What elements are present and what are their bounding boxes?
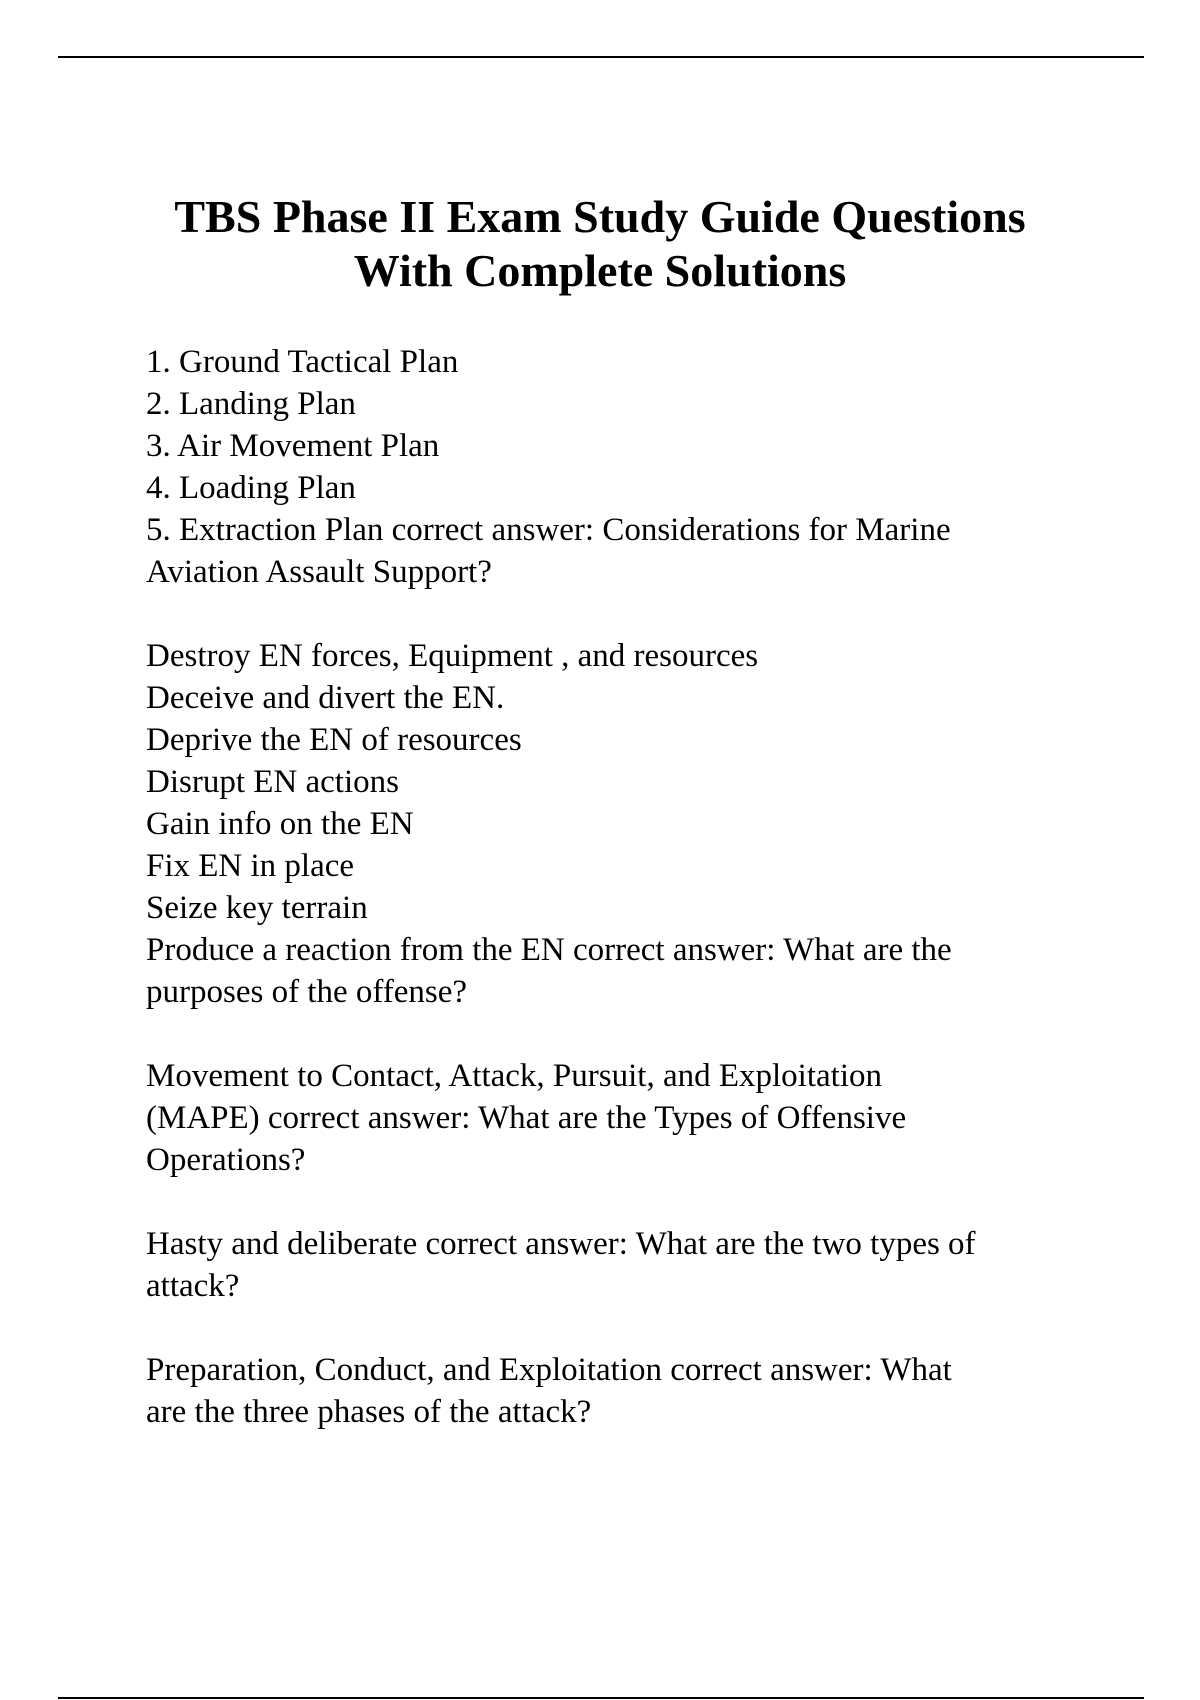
qa-block-1 xyxy=(146,341,1146,593)
answer-line: Movement to Contact, Attack, Pursuit, and Exploitation xyxy=(146,1058,882,1094)
answer-line: Produce a reaction from the EN correct answer: What are the xyxy=(146,932,952,968)
answer-line: Seize key terrain xyxy=(146,890,368,926)
question-line: Aviation Assault Support? xyxy=(146,554,492,590)
document-body xyxy=(146,341,1146,1475)
answer-line: Deprive the EN of resources xyxy=(146,722,522,758)
answer-line: 2. Landing Plan xyxy=(146,386,356,422)
answer-line: 3. Air Movement Plan xyxy=(146,428,440,464)
qa-block-3 xyxy=(146,1055,1146,1181)
qa-block-4 xyxy=(146,1223,1146,1307)
answer-line: 5. Extraction Plan correct answer: Considerations for Marine xyxy=(146,512,951,548)
document-title xyxy=(0,190,1200,298)
answer-line: Preparation, Conduct, and Exploitation correct answer: What xyxy=(146,1352,952,1388)
answer-line: (MAPE) correct answer: What are the Types of Offensive xyxy=(146,1100,907,1136)
answer-line: 1. Ground Tactical Plan xyxy=(146,344,459,380)
answer-line: Destroy EN forces, Equipment , and resources xyxy=(146,638,759,674)
question-line: attack? xyxy=(146,1268,240,1304)
title-line-2: With Complete Solutions xyxy=(353,245,847,296)
question-line: Operations? xyxy=(146,1142,306,1178)
answer-line: 4. Loading Plan xyxy=(146,470,356,506)
title-line-1: TBS Phase II Exam Study Guide Questions xyxy=(174,191,1026,242)
question-line: purposes of the offense? xyxy=(146,974,468,1010)
answer-line: Gain info on the EN xyxy=(146,806,414,842)
answer-line: Hasty and deliberate correct answer: What are the two types of xyxy=(146,1226,976,1262)
qa-block-5 xyxy=(146,1349,1146,1433)
answer-line: Deceive and divert the EN. xyxy=(146,680,505,716)
footer-rule xyxy=(58,1697,1144,1699)
qa-block-2 xyxy=(146,635,1146,1013)
header-rule xyxy=(58,56,1144,58)
answer-line: Disrupt EN actions xyxy=(146,764,399,800)
question-line: are the three phases of the attack? xyxy=(146,1394,592,1430)
answer-line: Fix EN in place xyxy=(146,848,355,884)
